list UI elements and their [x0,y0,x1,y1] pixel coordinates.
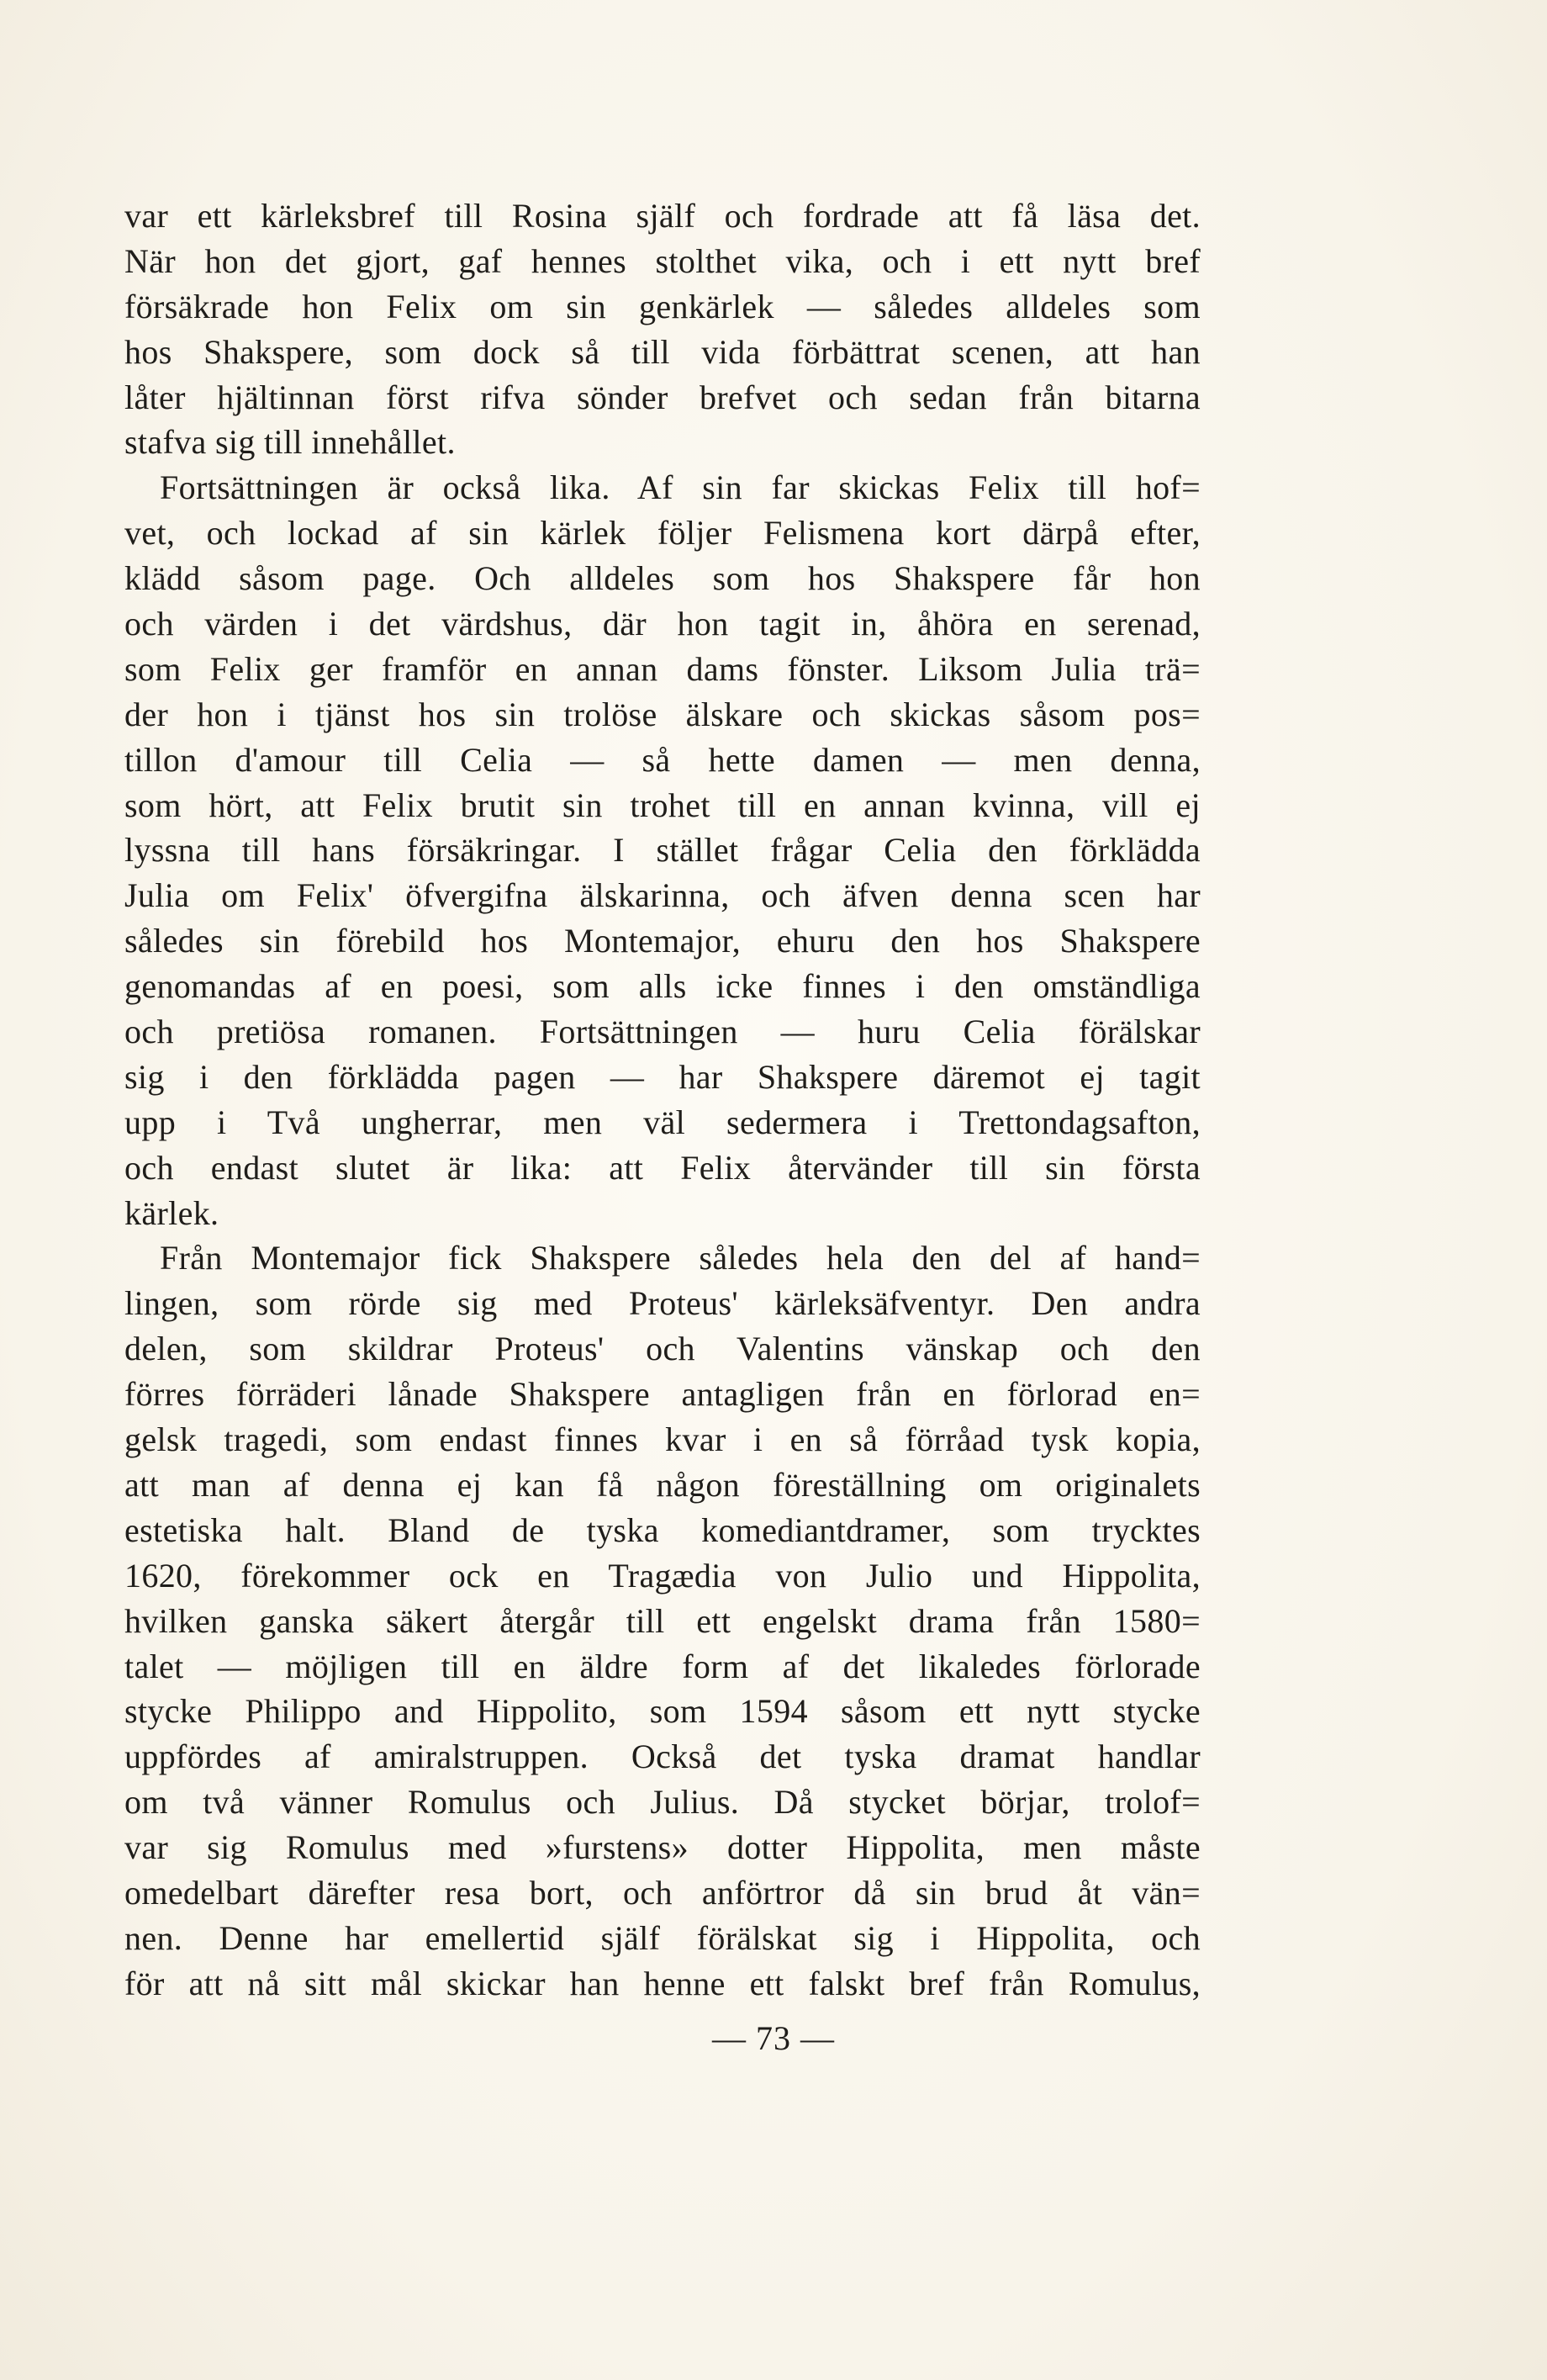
text-line: Från Montemajor fick Shakspere således hela den del af hand= [160,1239,1201,1277]
text-line: Julia om Felix' öfvergifna älskarinna, och äfven denna scen har [124,876,1201,915]
text-line: och endast slutet är lika: att Felix återvänder till sin första [124,1148,1201,1187]
text-line: lyssna till hans försäkringar. I stället frågar Celia den förklädda [124,831,1201,870]
text-line: Fortsättningen är också lika. Af sin far skickas Felix till hof= [160,468,1201,507]
page-number: — 73 — [712,2019,835,2057]
text-line: vet, och lockad af sin kärlek följer Felismena kort därpå efter, [124,514,1201,553]
text-line: hos Shakspere, som dock så till vida förbättrat scenen, att han [124,332,1201,371]
text-line: sig i den förklädda pagen — har Shakspere däremot ej tagit [124,1057,1201,1096]
text-line: att man af denna ej kan få någon föreställning om originalets [124,1465,1201,1504]
text-line: för att nå sitt mål skickar han henne ett falskt bref från Romulus, [124,1964,1201,2002]
text-line: stafva sig till innehållet. [124,423,456,462]
text-line: som hört, att Felix brutit sin trohet till en annan kvinna, vill ej [124,785,1201,824]
text-line: upp i Två ungherrar, men väl sedermera i Trettondagsafton, [124,1103,1201,1141]
text-line: förres förräderi lånade Shakspere antagligen från en förlorad en= [124,1375,1201,1414]
text-line: och pretiösa romanen. Fortsättningen — huru Celia förälskar [124,1013,1201,1051]
text-line: uppfördes af amiralstruppen. Också det tyska dramat handlar [124,1737,1201,1776]
text-line: låter hjältinnan först rifva sönder brefvet och sedan från bitarna [124,378,1201,416]
text-line: tillon d'amour till Celia — så hette damen — men denna, [124,740,1201,779]
text-line: genomandas af en poesi, som alls icke finnes i den omständliga [124,967,1201,1006]
text-line: försäkrade hon Felix om sin genkärlek — således alldeles som [124,287,1201,325]
text-line: delen, som skildrar Proteus' och Valentins vänskap och den [124,1330,1201,1368]
text-line: talet — möjligen till en äldre form af det likaledes förlorade [124,1647,1201,1685]
text-line: omedelbart därefter resa bort, och anförtror då sin brud åt vän= [124,1873,1201,1912]
text-line: kärlek. [124,1193,219,1232]
text-line: estetiska halt. Bland de tyska komediantdramer, som trycktes [124,1510,1201,1549]
text-line: der hon i tjänst hos sin trolöse älskare och skickas såsom pos= [124,695,1201,733]
body-text [124,193,1201,2007]
text-line: om två vänner Romulus och Julius. Då stycket börjar, trolof= [124,1783,1201,1822]
text-line: När hon det gjort, gaf hennes stolthet vika, och i ett nytt bref [124,241,1201,280]
text-line: 1620, förekommer ock en Tragædia von Julio und Hippolita, [124,1556,1201,1595]
text-line: hvilken ganska säkert återgår till ett engelskt drama från 1580= [124,1601,1201,1640]
text-line: var ett kärleksbref till Rosina själf och fordrade att få läsa det. [124,197,1201,235]
text-line: stycke Philippo and Hippolito, som 1594 såsom ett nytt stycke [124,1692,1201,1731]
text-line: gelsk tragedi, som endast finnes kvar i en så förråad tysk kopia, [124,1420,1201,1459]
text-line: och värden i det värdshus, där hon tagit in, åhöra en serenad, [124,605,1201,643]
text-line: som Felix ger framför en annan dams fönster. Liksom Julia trä= [124,649,1201,688]
text-line: var sig Romulus med »furstens» dotter Hippolita, men måste [124,1828,1201,1867]
text-line: klädd såsom page. Och alldeles som hos Shakspere får hon [124,559,1201,598]
text-line: nen. Denne har emellertid själf förälskat sig i Hippolita, och [124,1918,1201,1957]
text-line: således sin förebild hos Montemajor, ehuru den hos Shakspere [124,922,1201,960]
text-line: lingen, som rörde sig med Proteus' kärleksäfventyr. Den andra [124,1284,1201,1323]
